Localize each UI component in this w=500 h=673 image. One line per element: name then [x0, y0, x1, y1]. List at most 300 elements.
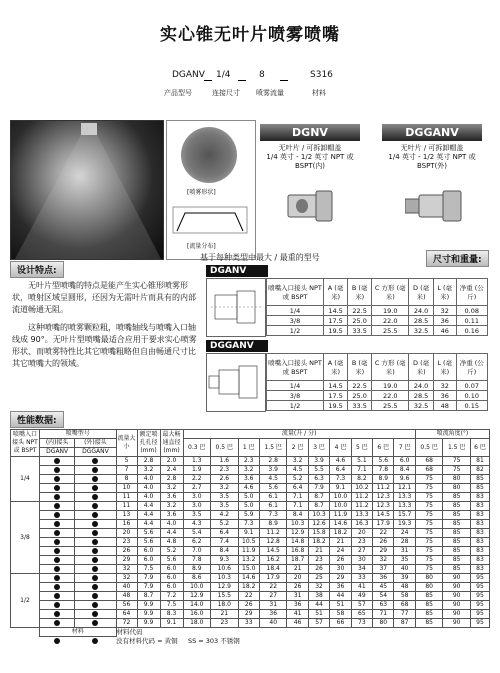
availability-dot: [92, 458, 98, 464]
perf-cell: 31: [394, 547, 415, 556]
table-row: [11, 475, 490, 484]
dims-dgganv-table: [266, 353, 488, 411]
perf-cell: 1.3: [183, 457, 211, 466]
dims-dgganv-drawing: [206, 353, 266, 412]
table-row: [11, 484, 490, 493]
pressure-0: 0.3 巴: [183, 439, 211, 457]
perf-cell: 26: [330, 556, 351, 565]
dims-label: 尺寸和重量:: [426, 250, 489, 267]
perf-cell: 16.8: [287, 547, 308, 556]
perf-cell: 23: [351, 538, 372, 547]
perf-cell: 44: [330, 592, 351, 601]
perf-model-availability: [75, 511, 116, 520]
perf-cell: 3.2: [238, 466, 259, 475]
perf-cell: 21: [211, 610, 239, 619]
perf-cell: 57: [308, 619, 329, 628]
perf-cell: 3.9: [259, 466, 287, 475]
perf-cell: 6.0: [160, 565, 183, 574]
perf-model-availability: [75, 529, 116, 538]
dims-row: [267, 381, 488, 391]
perf-header-model: 喷嘴型号: [40, 430, 117, 439]
perf-cell: 87: [394, 619, 415, 628]
perf-cell: 95: [470, 592, 489, 601]
perf-model-availability: [40, 538, 75, 547]
perf-cell: 30: [330, 565, 351, 574]
perf-cell: 29: [373, 547, 394, 556]
perf-cell: 83: [470, 529, 489, 538]
dims-cell: 46: [433, 326, 456, 336]
perf-cell: 13.3: [394, 502, 415, 511]
perf-model-availability: [75, 502, 116, 511]
perf-cell: 12.3: [373, 502, 394, 511]
perf-cell: 32: [116, 574, 137, 583]
product-dgganv-header: DGGANV: [382, 124, 482, 141]
perf-cell: 10.3: [308, 511, 329, 520]
perf-model-availability: [40, 592, 75, 601]
perf-cell: 73: [351, 619, 372, 628]
dims-cell: 17.5: [324, 316, 348, 326]
dims-cell: 0.08: [456, 306, 487, 316]
perf-cell: 83: [470, 511, 489, 520]
availability-dot: [92, 548, 98, 554]
perf-cell: 68: [415, 457, 443, 466]
dims-dganv-drawing-svg: [207, 279, 265, 336]
dims-cell: 14.5: [324, 381, 348, 391]
availability-dot: [92, 557, 98, 563]
availability-dot: [92, 494, 98, 500]
dims-cell: 1/2: [267, 326, 324, 336]
perf-cell: 5.5: [308, 466, 329, 475]
perf-cell: 7.1: [351, 466, 372, 475]
perf-cell: 3.0: [183, 502, 211, 511]
perf-model-availability: [75, 601, 116, 610]
perf-cell: 13.3: [351, 511, 372, 520]
dims-cell: 0.07: [456, 381, 487, 391]
perf-cell: 27: [351, 547, 372, 556]
dims-cell: 25.5: [372, 326, 409, 336]
perf-cell: 6.0: [137, 556, 160, 565]
perf-cell: 83: [470, 493, 489, 502]
perf-model-availability: [40, 457, 75, 466]
perf-model-availability: [40, 601, 75, 610]
dims-row: [267, 306, 488, 316]
perf-cell: 4.6: [238, 484, 259, 493]
availability-dot: [54, 575, 60, 581]
perf-cell: 83: [470, 520, 489, 529]
perf-model-availability: [75, 592, 116, 601]
dims-cell: 22.5: [348, 381, 372, 391]
perf-cell: 22: [373, 529, 394, 538]
perf-model-availability: [75, 493, 116, 502]
perf-cell: 5.2: [211, 520, 239, 529]
perf-cell: 80: [443, 484, 471, 493]
perf-model-availability: [75, 538, 116, 547]
dims-header-inlet: 喷嘴入口接头 NPT 或 BSPT: [267, 354, 324, 381]
perf-cell: 71: [373, 610, 394, 619]
dims-header-a: A (毫米): [324, 354, 348, 381]
perf-cell: 15.8: [308, 529, 329, 538]
perf-header-angle: 喷流角度(°): [415, 430, 489, 439]
perf-model-availability: [40, 493, 75, 502]
perf-cell: 8.4: [287, 511, 308, 520]
perf-cell: 10.6: [211, 565, 239, 574]
dims-cell: 14.5: [324, 306, 348, 316]
perf-cell: 12.8: [259, 538, 287, 547]
dims-cell: 32.5: [409, 326, 434, 336]
perf-cell: 26: [308, 565, 329, 574]
dims-lead: 基于每种类型中最大 / 最重的型号: [200, 253, 320, 262]
availability-dot: [92, 539, 98, 545]
perf-cell: 2.2: [183, 475, 211, 484]
table-row: [11, 520, 490, 529]
availability-dot: [92, 611, 98, 617]
perf-cell: 4.0: [137, 475, 160, 484]
code-part-model: DGANV: [172, 70, 205, 80]
perf-cell: 7.0: [183, 547, 211, 556]
perf-cell: 75: [415, 475, 443, 484]
perf-cell: 2.3: [238, 457, 259, 466]
perf-header-size: 流量大小: [116, 430, 137, 457]
pressure-9: 7 巴: [394, 439, 415, 457]
perf-cell: 16.3: [351, 520, 372, 529]
dims-dganv-table: [266, 278, 488, 336]
perf-cell: 72: [116, 619, 137, 628]
perf-cell: 36: [373, 574, 394, 583]
perf-material-label: 材料: [40, 628, 117, 637]
perf-cell: 11.2: [259, 529, 287, 538]
perf-cell: 9.9: [137, 601, 160, 610]
page-title: 实心锥无叶片喷雾喷嘴: [160, 25, 340, 45]
availability-dot: [54, 548, 60, 554]
perf-cell: 23: [211, 619, 239, 628]
perf-cell: 4.4: [137, 520, 160, 529]
pressure-6: 4 巴: [330, 439, 351, 457]
perf-cell: 18.0: [211, 601, 239, 610]
perf-cell: 90: [443, 574, 471, 583]
perf-cell: 8.9: [183, 565, 211, 574]
perf-inlet-size: 1/2: [11, 574, 40, 628]
perf-cell: 95: [470, 619, 489, 628]
perf-cell: 85: [415, 601, 443, 610]
perf-cell: 5.6: [137, 538, 160, 547]
perf-cell: 13.3: [394, 493, 415, 502]
availability-dot: [54, 512, 60, 518]
perf-cell: 80: [415, 583, 443, 592]
availability-dot: [92, 467, 98, 473]
perf-header-inlet: 喷嘴入口接头 NPT 或 BSPT: [11, 430, 40, 457]
dims-cell: 22.0: [372, 391, 409, 401]
code-caption-material: 材料: [312, 89, 326, 97]
perf-cell: 12.9: [211, 583, 239, 592]
perf-cell: 10.0: [183, 583, 211, 592]
perf-cell: 8.4: [211, 547, 239, 556]
table-row: [11, 574, 490, 583]
availability-dot: [54, 557, 60, 563]
perf-inlet-size: 1/4: [11, 457, 40, 502]
perf-cell: 8.7: [308, 493, 329, 502]
table-row: [11, 565, 490, 574]
table-row: [11, 592, 490, 601]
perf-cell: 7.3: [259, 511, 287, 520]
dims-cell: 3/8: [267, 316, 324, 326]
spray-shape-label: [喷雾形状]: [187, 189, 216, 196]
perf-cell: 10.0: [330, 502, 351, 511]
perf-cell: 3.2: [137, 466, 160, 475]
dims-cell: 19.5: [324, 326, 348, 336]
flow-distribution-label: [流量分布]: [187, 243, 216, 250]
perf-cell: 21: [308, 547, 329, 556]
perf-cell: 10: [116, 484, 137, 493]
perf-model-availability: [75, 583, 116, 592]
perf-cell: 8: [116, 475, 137, 484]
perf-cell: 23: [308, 556, 329, 565]
availability-dot: [54, 593, 60, 599]
perf-cell: 4.6: [330, 457, 351, 466]
perf-model-availability: [40, 466, 75, 475]
table-row: [11, 610, 490, 619]
dims-row: [267, 316, 488, 326]
perf-model-availability: [40, 619, 75, 628]
perf-cell: 30: [351, 556, 372, 565]
perf-cell: 15.7: [394, 511, 415, 520]
perf-cell: 32: [116, 565, 137, 574]
perf-cell: 3.6: [160, 511, 183, 520]
availability-dot: [92, 584, 98, 590]
perf-cell: 2.8: [137, 457, 160, 466]
perf-model-availability: [75, 484, 116, 493]
perf-cell: 90: [443, 601, 471, 610]
dims-cell: 19.0: [372, 306, 409, 316]
dgnv-nozzle-image: [286, 185, 336, 225]
perf-cell: 4.5: [259, 475, 287, 484]
perf-cell: 4.4: [160, 529, 183, 538]
perf-cell: 13: [116, 511, 137, 520]
perf-cell: 18.2: [238, 583, 259, 592]
perf-cell: 75: [443, 457, 471, 466]
perf-model-availability: [40, 529, 75, 538]
perf-cell: 48: [394, 583, 415, 592]
perf-cell: 6.1: [259, 502, 287, 511]
perf-cell: 77: [394, 610, 415, 619]
dims-header-l: L (毫米): [433, 354, 456, 381]
perf-cell: 5.4: [183, 529, 211, 538]
code-caption-model: 产品型号: [164, 89, 192, 97]
perf-cell: 5.6: [137, 529, 160, 538]
pressure-4: 2 巴: [287, 439, 308, 457]
perf-cell: 40: [116, 583, 137, 592]
code-caption-size: 连接尺寸: [212, 89, 240, 97]
availability-dot: [54, 620, 60, 626]
spray-pattern-panel: [166, 120, 256, 260]
dims-cell: 0.10: [456, 391, 487, 401]
perf-cell: 7.9: [137, 583, 160, 592]
perf-cell: 7.9: [308, 484, 329, 493]
perf-model-availability: [75, 547, 116, 556]
perf-cell: 5.6: [373, 457, 394, 466]
perf-model-availability: [40, 502, 75, 511]
spray-shape-graphic: [181, 127, 237, 183]
dims-cell: 32.5: [409, 401, 434, 411]
perf-cell: 4.2: [211, 511, 239, 520]
perf-cell: 85: [443, 529, 471, 538]
perf-cell: 36: [259, 610, 287, 619]
dims-header-weight: 净重 (公斤): [456, 354, 487, 381]
dims-cell: 25.5: [372, 401, 409, 411]
availability-dot: [92, 521, 98, 527]
dims-row: [267, 391, 488, 401]
dims-cell: 28.5: [409, 391, 434, 401]
perf-cell: 48: [116, 592, 137, 601]
perf-cell: 14.8: [287, 538, 308, 547]
table-row: [11, 493, 490, 502]
perf-cell: 85: [443, 547, 471, 556]
perf-cell: 3.6: [160, 493, 183, 502]
perf-cell: 11.2: [351, 493, 372, 502]
perf-cell: 83: [470, 556, 489, 565]
code-part-size: 1/4: [216, 70, 231, 80]
availability-dot: [92, 503, 98, 509]
perf-cell: 5.0: [238, 502, 259, 511]
dims-cell: 3/8: [267, 391, 324, 401]
availability-dot: [92, 593, 98, 599]
dims-cell: 1/4: [267, 381, 324, 391]
dims-cell: 1/2: [267, 401, 324, 411]
perf-cell: 7.2: [160, 592, 183, 601]
perf-cell: 5: [116, 457, 137, 466]
perf-model-availability: [75, 619, 116, 628]
material-dot: [92, 638, 98, 644]
perf-header-passage: 最大畅通直径 (mm): [160, 430, 183, 457]
dims-cell: 32: [433, 306, 456, 316]
perf-cell: 26: [287, 583, 308, 592]
availability-dot: [54, 485, 60, 491]
pressure-1: 0.5 巴: [211, 439, 239, 457]
dims-header-d: D (毫米): [409, 354, 434, 381]
perf-cell: 8.3: [160, 610, 183, 619]
perf-cell: 11.9: [330, 511, 351, 520]
perf-cell: 90: [443, 583, 471, 592]
perf-cell: 83: [470, 502, 489, 511]
perf-cell: 7.1: [287, 502, 308, 511]
perf-cell: 38: [308, 592, 329, 601]
availability-dot: [54, 584, 60, 590]
perf-cell: 5.9: [238, 511, 259, 520]
perf-cell: 95: [470, 610, 489, 619]
perf-cell: 9.3: [211, 556, 239, 565]
perf-cell: 6.0: [137, 547, 160, 556]
dims-cell: 22.0: [372, 316, 409, 326]
perf-model-availability: [40, 484, 75, 493]
perf-cell: 5.6: [160, 556, 183, 565]
dims-cell: 25.0: [348, 391, 372, 401]
perf-cell: 4.0: [137, 484, 160, 493]
availability-dot: [54, 539, 60, 545]
dims-cell: 17.5: [324, 391, 348, 401]
perf-cell: 5.2: [160, 547, 183, 556]
perf-model-availability: [75, 520, 116, 529]
perf-cell: 80: [415, 574, 443, 583]
perf-cell: 9.9: [137, 610, 160, 619]
perf-model-availability: [75, 475, 116, 484]
availability-dot: [92, 566, 98, 572]
dims-dganv-label: DGANV: [206, 265, 268, 277]
perf-cell: 41: [351, 583, 372, 592]
perf-cell: 2.7: [183, 484, 211, 493]
perf-model-availability: [40, 574, 75, 583]
table-row: [11, 547, 490, 556]
perf-cell: 64: [116, 610, 137, 619]
perf-cell: 11: [116, 493, 137, 502]
perf-cell: 6.0: [394, 457, 415, 466]
perf-cell: 9.6: [394, 475, 415, 484]
perf-cell: 6.0: [160, 574, 183, 583]
perf-cell: 83: [470, 538, 489, 547]
perf-model-availability: [75, 610, 116, 619]
perf-cell: 7.1: [287, 493, 308, 502]
spray-photo-graphic: [11, 121, 163, 259]
perf-cell: 90: [443, 592, 471, 601]
perf-cell: 14.0: [183, 601, 211, 610]
perf-cell: 11.2: [373, 484, 394, 493]
perf-cell: 31: [259, 601, 287, 610]
availability-dot: [54, 566, 60, 572]
dims-cell: 48: [433, 401, 456, 411]
perf-cell: 6.3: [308, 475, 329, 484]
perf-cell: 18.0: [183, 619, 211, 628]
table-row: [11, 601, 490, 610]
perf-cell: 45: [373, 583, 394, 592]
perf-cell: 2.3: [211, 466, 239, 475]
perf-cell: 75: [415, 520, 443, 529]
perf-model-availability: [40, 547, 75, 556]
perf-cell: 63: [373, 601, 394, 610]
dims-header-b: B (毫米): [348, 279, 372, 306]
product-dgnv-header: DGNV: [260, 124, 360, 141]
perf-cell: 75: [443, 466, 471, 475]
perf-cell: 68: [415, 466, 443, 475]
perf-cell: 85: [443, 511, 471, 520]
perf-cell: 75: [415, 493, 443, 502]
perf-cell: 9.9: [137, 619, 160, 628]
perf-cell: 36: [287, 601, 308, 610]
flow-distribution-graphic: [171, 205, 249, 237]
perf-cell: 2.6: [211, 475, 239, 484]
dims-dgganv-drawing-svg: [207, 354, 265, 411]
perf-cell: 40: [259, 619, 287, 628]
perf-cell: 1.9: [183, 466, 211, 475]
perf-cell: 14.5: [259, 547, 287, 556]
perf-cell: 65: [351, 610, 372, 619]
table-row: [11, 538, 490, 547]
perf-cell: 85: [443, 556, 471, 565]
angle-pressure-2: 6 巴: [470, 439, 489, 457]
perf-cell: 23: [116, 538, 137, 547]
table-row: [11, 502, 490, 511]
perf-cell: 24: [330, 547, 351, 556]
product-dgnv-desc: 无叶片 / 可拆卸帽盖 1/4 英寸 - 1/2 英寸 NPT 或 BSPT(内): [266, 144, 354, 170]
perf-cell: 85: [415, 592, 443, 601]
perf-cell: 75: [415, 538, 443, 547]
perf-cell: 11: [116, 502, 137, 511]
perf-cell: 90: [443, 619, 471, 628]
perf-model-availability: [75, 556, 116, 565]
perf-header-flow: 流量(升 / 分): [183, 430, 415, 439]
perf-model-availability: [75, 466, 116, 475]
perf-cell: 6.4: [330, 466, 351, 475]
perf-cell: 12.9: [287, 529, 308, 538]
perf-cell: 7: [116, 466, 137, 475]
perf-cell: 75: [415, 529, 443, 538]
